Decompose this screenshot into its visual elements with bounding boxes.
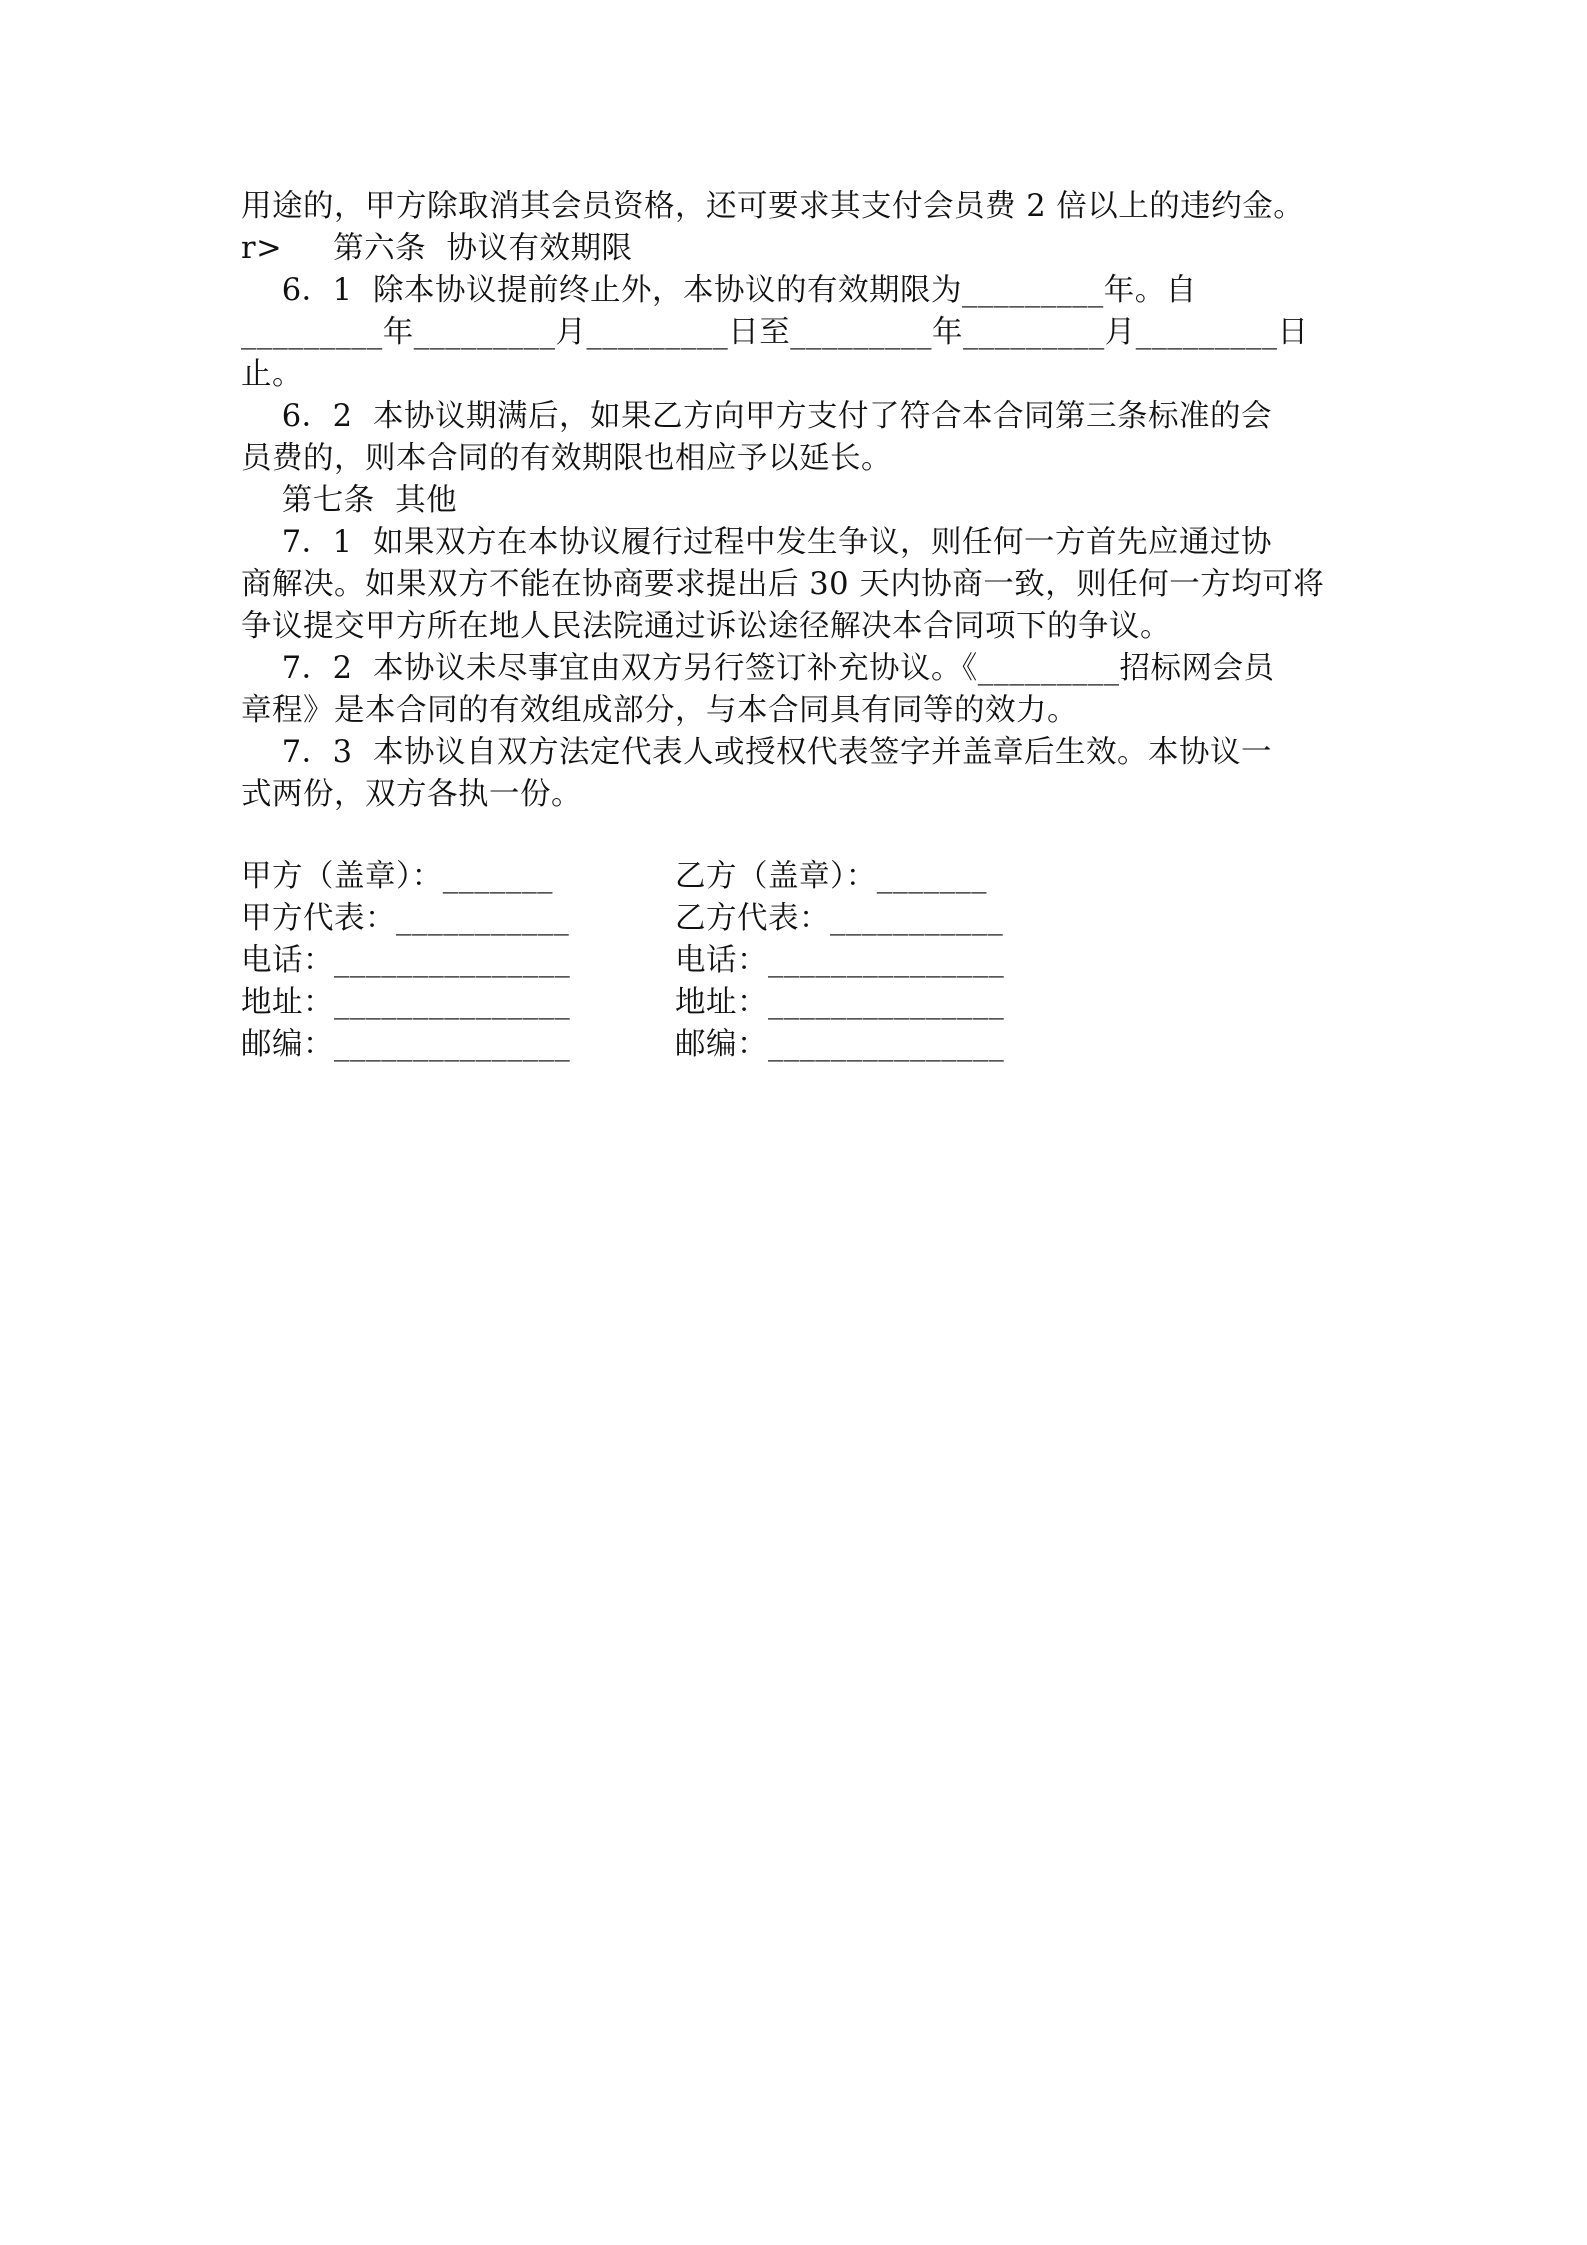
text-line: 商解决。如果双方不能在协商要求提出后 30 天内协商一致，则任何一方均可将 (241, 567, 1325, 602)
text-line: 7．2 本协议未尽事宜由双方另行签订补充协议。《_________招标网会员 (241, 651, 1275, 686)
party-b-postcode: 邮编：_______________ (675, 1027, 1005, 1062)
signature-row (241, 982, 1141, 1024)
text-line: 式两份，双方各执一份。 (241, 777, 582, 812)
party-b-address: 地址：_______________ (675, 985, 1005, 1020)
text-line: 7．1 如果双方在本协议履行过程中发生争议，则任何一方首先应通过协 (241, 525, 1272, 560)
party-b-representative: 乙方代表：___________ (675, 901, 1004, 936)
party-a-phone: 电话：_______________ (241, 943, 571, 978)
party-b-seal: 乙方（盖章）：_______ (675, 859, 987, 894)
document-body (241, 186, 1351, 816)
signature-block (241, 856, 1141, 1066)
text-line: 用途的，甲方除取消其会员资格，还可要求其支付会员费 2 倍以上的违约金。 (241, 189, 1305, 224)
text-line: 员费的，则本合同的有效期限也相应予以延长。 (241, 441, 892, 476)
party-a-address: 地址：_______________ (241, 985, 571, 1020)
party-a-seal: 甲方（盖章）：_______ (241, 859, 553, 894)
text-line: _________年_________月_________日至_________年_________月_________日 (241, 315, 1309, 350)
text-line: 争议提交甲方所在地人民法院通过诉讼途径解决本合同项下的争议。 (241, 609, 1171, 644)
signature-row (241, 940, 1141, 982)
text-line: 7．3 本协议自双方法定代表人或授权代表签字并盖章后生效。本协议一 (241, 735, 1272, 770)
signature-row (241, 898, 1141, 940)
signature-row (241, 856, 1141, 898)
text-line: 止。 (241, 357, 303, 392)
party-b-phone: 电话：_______________ (675, 943, 1005, 978)
party-a-postcode: 邮编：_______________ (241, 1027, 571, 1062)
signature-row (241, 1024, 1141, 1066)
section-heading-7: 第七条 其他 (241, 483, 458, 518)
text-line: 6．2 本协议期满后，如果乙方向甲方支付了符合本合同第三条标准的会 (241, 399, 1272, 434)
section-heading-6: r> 第六条 协议有效期限 (241, 231, 633, 266)
party-a-representative: 甲方代表：___________ (241, 901, 570, 936)
text-line: 章程》是本合同的有效组成部分，与本合同具有同等的效力。 (241, 693, 1078, 728)
text-line: 6．1 除本协议提前终止外，本协议的有效期限为_________年。自 (241, 273, 1197, 308)
